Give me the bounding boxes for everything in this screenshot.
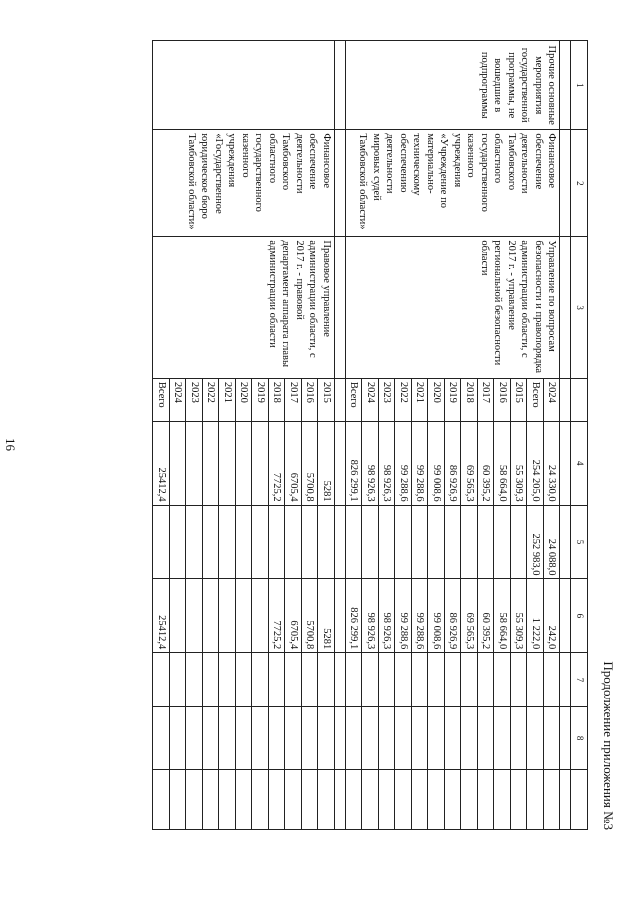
header-row — [571, 41, 588, 830]
col-7-cell — [203, 653, 220, 707]
year-cell: 2019 — [445, 378, 462, 421]
col-7-cell — [379, 653, 396, 707]
federal-value-cell — [170, 505, 187, 579]
col-extra-cell — [494, 769, 511, 829]
col-8-cell — [186, 707, 203, 769]
total-value-cell — [170, 421, 187, 505]
year-cell: 2023 — [186, 378, 203, 421]
spacer-row — [560, 41, 571, 830]
total-value-cell — [186, 421, 203, 505]
table-row — [544, 41, 561, 830]
year-cell: 2023 — [379, 378, 396, 421]
year-cell: Всего — [153, 378, 170, 421]
federal-value-cell — [379, 505, 396, 579]
col-8-cell — [544, 707, 561, 769]
federal-value-cell: 24 088,0 — [544, 505, 561, 579]
col-extra-cell — [170, 769, 187, 829]
col-7-cell — [478, 653, 495, 707]
federal-value-cell — [252, 505, 269, 579]
col-7-cell — [494, 653, 511, 707]
col-7-cell — [461, 653, 478, 707]
header-col-1: 1 — [571, 41, 588, 130]
measure-name-cell: Финансовое обеспечение деятельности Тамбовского областного государственного казенного учреждения «Учреждение по материально-техническому обеспечению деятельности мировых судей Тамбовской области» — [346, 130, 561, 237]
regional-value-cell — [219, 579, 236, 653]
col-extra-cell — [428, 769, 445, 829]
year-cell: Всего — [527, 378, 544, 421]
regional-value-cell — [186, 579, 203, 653]
total-value-cell: 826 299,1 — [346, 421, 363, 505]
regional-value-cell: 826 299,1 — [346, 579, 363, 653]
federal-value-cell — [362, 505, 379, 579]
header-col-2: 2 — [571, 130, 588, 237]
col-7-cell — [219, 653, 236, 707]
total-value-cell — [219, 421, 236, 505]
year-cell: 2017 — [478, 378, 495, 421]
total-value-cell: 5700,8 — [302, 421, 319, 505]
total-value-cell: 98 926,3 — [362, 421, 379, 505]
col-extra-cell — [379, 769, 396, 829]
federal-value-cell — [236, 505, 253, 579]
spacer-row — [335, 41, 346, 830]
total-value-cell: 99 008,6 — [428, 421, 445, 505]
year-cell: 2020 — [428, 378, 445, 421]
col-extra-cell — [285, 769, 302, 829]
col-8-cell — [269, 707, 286, 769]
regional-value-cell: 69 565,3 — [461, 579, 478, 653]
block-1-body — [346, 41, 572, 830]
total-value-cell: 69 565,3 — [461, 421, 478, 505]
col-extra-cell — [269, 769, 286, 829]
regional-value-cell: 58 664,0 — [494, 579, 511, 653]
year-cell: 2021 — [412, 378, 429, 421]
year-cell: 2020 — [236, 378, 253, 421]
regional-value-cell — [170, 579, 187, 653]
year-cell: 2022 — [395, 378, 412, 421]
col-7-cell — [395, 653, 412, 707]
federal-value-cell — [445, 505, 462, 579]
total-value-cell: 7725,2 — [269, 421, 286, 505]
col-8-cell — [236, 707, 253, 769]
col-7-cell — [318, 653, 335, 707]
header-col-year — [571, 378, 588, 421]
federal-value-cell — [203, 505, 220, 579]
table-row — [318, 41, 335, 830]
federal-value-cell — [219, 505, 236, 579]
regional-value-cell — [252, 579, 269, 653]
total-value-cell: 60 395,2 — [478, 421, 495, 505]
col-8-cell — [494, 707, 511, 769]
total-value-cell: 86 926,9 — [445, 421, 462, 505]
regional-value-cell: 1 222,0 — [527, 579, 544, 653]
year-cell: 2024 — [362, 378, 379, 421]
col-8-cell — [318, 707, 335, 769]
federal-value-cell — [346, 505, 363, 579]
regional-value-cell: 60 395,2 — [478, 579, 495, 653]
federal-value-cell — [186, 505, 203, 579]
col-7-cell — [445, 653, 462, 707]
total-value-cell: 25412,4 — [153, 421, 170, 505]
year-cell: 2018 — [461, 378, 478, 421]
year-cell: 2017 — [285, 378, 302, 421]
year-cell: 2016 — [302, 378, 319, 421]
col-8-cell — [346, 707, 363, 769]
col-8-cell — [379, 707, 396, 769]
col-extra-cell — [203, 769, 220, 829]
total-value-cell: 24 330,0 — [544, 421, 561, 505]
total-value-cell: 5281 — [318, 421, 335, 505]
regional-value-cell: 5281 — [318, 579, 335, 653]
regional-value-cell: 55 309,3 — [511, 579, 528, 653]
total-value-cell: 99 288,6 — [395, 421, 412, 505]
col-extra-cell — [527, 769, 544, 829]
regional-value-cell — [203, 579, 220, 653]
col-7-cell — [269, 653, 286, 707]
executor-cell: Управление по вопросам безопасности и правопорядка администрации области, с 2017 г. - управление региональной безопасности области — [346, 237, 561, 379]
regional-value-cell — [236, 579, 253, 653]
year-cell: 2024 — [170, 378, 187, 421]
col-extra-cell — [219, 769, 236, 829]
page-caption: Продолжение приложения №3 — [601, 661, 616, 830]
col-extra-cell — [346, 769, 363, 829]
col-8-cell — [285, 707, 302, 769]
federal-value-cell: 252 983,0 — [527, 505, 544, 579]
federal-value-cell — [269, 505, 286, 579]
regional-value-cell: 86 926,9 — [445, 579, 462, 653]
federal-value-cell — [478, 505, 495, 579]
col-7-cell — [302, 653, 319, 707]
col-8-cell — [461, 707, 478, 769]
regional-value-cell: 99 288,6 — [395, 579, 412, 653]
header-col-8: 8 — [571, 707, 588, 769]
col-extra-cell — [302, 769, 319, 829]
col-extra-cell — [478, 769, 495, 829]
program-name-cell — [153, 41, 335, 130]
federal-value-cell — [153, 505, 170, 579]
col-extra-cell — [252, 769, 269, 829]
col-7-cell — [236, 653, 253, 707]
total-value-cell: 98 926,3 — [379, 421, 396, 505]
col-extra-cell — [318, 769, 335, 829]
federal-value-cell — [318, 505, 335, 579]
col-7-cell — [511, 653, 528, 707]
col-8-cell — [302, 707, 319, 769]
total-value-cell — [252, 421, 269, 505]
header-col-4: 4 — [571, 421, 588, 505]
col-extra-cell — [395, 769, 412, 829]
total-value-cell: 99 288,6 — [412, 421, 429, 505]
col-8-cell — [412, 707, 429, 769]
regional-value-cell: 98 926,3 — [379, 579, 396, 653]
total-value-cell — [203, 421, 220, 505]
header-col-6: 6 — [571, 579, 588, 653]
regional-value-cell: 99 288,6 — [412, 579, 429, 653]
col-7-cell — [346, 653, 363, 707]
col-7-cell — [170, 653, 187, 707]
col-extra-cell — [461, 769, 478, 829]
measure-name-cell: Финансовое обеспечение деятельности Тамбовского областного государственного казенного учреждения «Государственное юридическое бюро Тамбовской области» — [153, 130, 335, 237]
regional-value-cell: 6705,4 — [285, 579, 302, 653]
col-7-cell — [153, 653, 170, 707]
rotated-sheet — [120, 40, 616, 830]
total-value-cell — [236, 421, 253, 505]
program-name-cell: Прочие основные мероприятия государственной программы, не вошедшие в подпрограммы — [346, 41, 561, 130]
total-value-cell: 254 205,0 — [527, 421, 544, 505]
col-8-cell — [362, 707, 379, 769]
regional-value-cell: 242,0 — [544, 579, 561, 653]
col-7-cell — [252, 653, 269, 707]
year-cell: Всего — [346, 378, 363, 421]
col-7-cell — [428, 653, 445, 707]
federal-value-cell — [511, 505, 528, 579]
year-cell: 2022 — [203, 378, 220, 421]
regional-value-cell: 25412,4 — [153, 579, 170, 653]
header-col-7: 7 — [571, 653, 588, 707]
col-7-cell — [186, 653, 203, 707]
total-value-cell: 58 664,0 — [494, 421, 511, 505]
block-2-body — [153, 41, 346, 830]
regional-value-cell: 98 926,3 — [362, 579, 379, 653]
col-8-cell — [527, 707, 544, 769]
col-7-cell — [544, 653, 561, 707]
federal-value-cell — [494, 505, 511, 579]
header-col-5: 5 — [571, 505, 588, 579]
regional-value-cell: 99 008,6 — [428, 579, 445, 653]
col-8-cell — [511, 707, 528, 769]
col-extra-cell — [445, 769, 462, 829]
federal-value-cell — [395, 505, 412, 579]
col-8-cell — [203, 707, 220, 769]
col-extra-cell — [186, 769, 203, 829]
federal-value-cell — [302, 505, 319, 579]
col-8-cell — [252, 707, 269, 769]
total-value-cell: 6705,4 — [285, 421, 302, 505]
header-col-extra — [571, 769, 588, 829]
col-extra-cell — [362, 769, 379, 829]
col-extra-cell — [511, 769, 528, 829]
col-extra-cell — [412, 769, 429, 829]
col-8-cell — [395, 707, 412, 769]
executor-cell: Правовое управление администрации области, с 2017 г. - правовой департамент аппарата главы администрации области — [153, 237, 335, 379]
col-8-cell — [153, 707, 170, 769]
col-extra-cell — [153, 769, 170, 829]
year-cell: 2018 — [269, 378, 286, 421]
federal-value-cell — [285, 505, 302, 579]
regional-value-cell: 7725,2 — [269, 579, 286, 653]
header-col-3: 3 — [571, 237, 588, 379]
appendix-table — [153, 40, 589, 830]
col-8-cell — [445, 707, 462, 769]
year-cell: 2021 — [219, 378, 236, 421]
col-8-cell — [428, 707, 445, 769]
col-7-cell — [412, 653, 429, 707]
year-cell: 2015 — [511, 378, 528, 421]
col-7-cell — [362, 653, 379, 707]
col-8-cell — [219, 707, 236, 769]
year-cell: 2015 — [318, 378, 335, 421]
col-8-cell — [478, 707, 495, 769]
regional-value-cell: 5700,8 — [302, 579, 319, 653]
page-number: 16 — [3, 438, 18, 451]
col-7-cell — [527, 653, 544, 707]
year-cell: 2019 — [252, 378, 269, 421]
col-extra-cell — [236, 769, 253, 829]
year-cell: 2016 — [494, 378, 511, 421]
year-cell: 2024 — [544, 378, 561, 421]
col-8-cell — [170, 707, 187, 769]
col-extra-cell — [544, 769, 561, 829]
federal-value-cell — [412, 505, 429, 579]
col-7-cell — [285, 653, 302, 707]
total-value-cell: 55 309,3 — [511, 421, 528, 505]
federal-value-cell — [461, 505, 478, 579]
federal-value-cell — [428, 505, 445, 579]
